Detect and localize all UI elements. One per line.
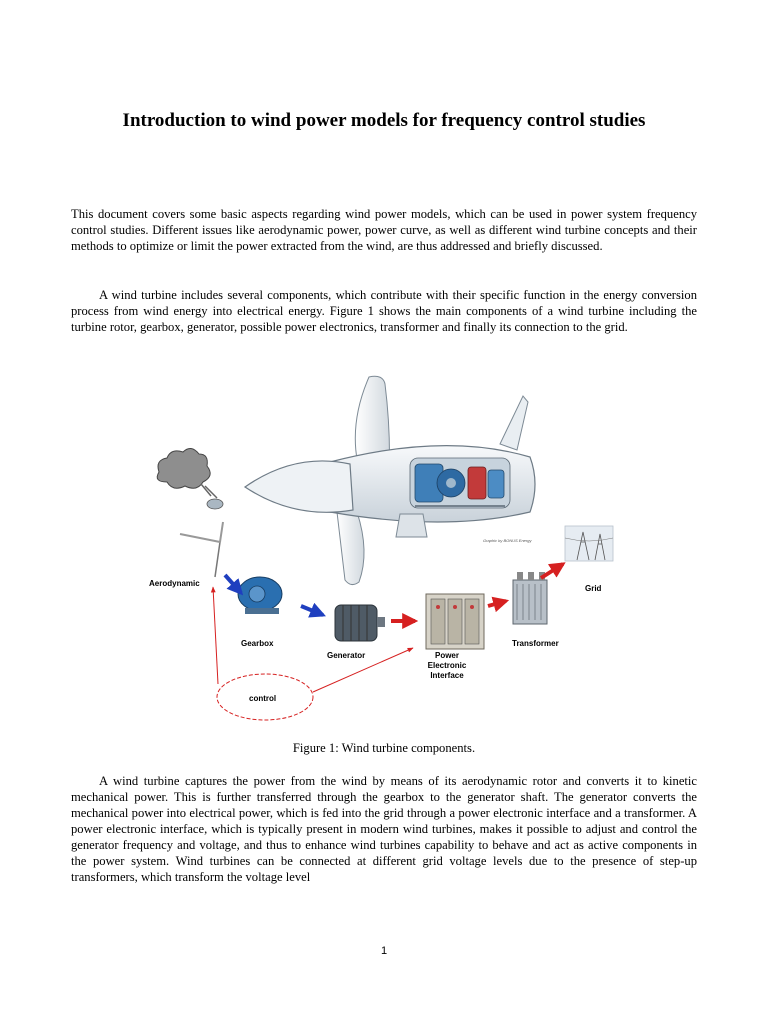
label-generator: Generator [327, 651, 366, 660]
transformer-icon [513, 572, 547, 624]
power-electronic-cabinet-icon [426, 594, 484, 649]
arrow-aero-to-gearbox [225, 575, 241, 593]
label-transformer: Transformer [512, 639, 559, 648]
label-grid: Grid [585, 584, 602, 593]
figure-credit: Graphic by BONUS Energy [483, 538, 532, 543]
label-power-line2: Electronic [427, 661, 467, 670]
small-turbine-icon [180, 522, 223, 577]
wind-turbine-figure [145, 372, 625, 727]
arrow-gearbox-to-generator [301, 606, 323, 615]
label-aerodynamic: Aerodynamic [149, 579, 200, 588]
grid-pylon-icon [565, 526, 613, 561]
paragraph-components: A wind turbine includes several components, which contribute with their specific function in the energy conversion process from wind energy into electrical energy. Figure 1 shows the main components of a wind turbine including the turbine rotor, gearbox, generator, possible power electronics, transformer and finally its connection to the grid. [71, 288, 697, 334]
paragraph-intro: This document covers some basic aspects regarding wind power models, which can be used in power system frequency control studies. Different issues like aerodynamic power, power curve, as well as different wind turbine concepts and their methods to optimize or limit the power extracted from the wind, are thus addressed and briefly discussed. [71, 207, 697, 253]
label-gearbox: Gearbox [241, 639, 274, 648]
page-number: 1 [380, 945, 388, 957]
label-power-line1: Power [434, 651, 460, 660]
generator-icon [335, 605, 385, 641]
label-power-line3: Interface [430, 671, 464, 680]
paragraph-operation: A wind turbine captures the power from the wind by means of its aerodynamic rotor and converts it to kinetic mechanical power. This is further transferred through the gearbox to the generator shaft. The generator converts the mechanical power into electrical power, which is fed into the grid through a power electronic interface and a transformer. A power electronic interface, which is typically present in modern wind turbines, makes it possible to adjust and control the generator frequency and voltage, and thus to enhance wind turbines capability to behave and act as active components in the power system. Wind turbines can be connected at different grid voltage levels due to the presence of step-up transformers, which transform the voltage level [71, 774, 697, 884]
wind-cloud-icon [157, 448, 223, 509]
figure-caption: Figure 1: Wind turbine components. [292, 741, 476, 755]
arrow-power-to-transformer [488, 601, 506, 606]
label-control: control [249, 694, 277, 703]
turbine-illustration [245, 376, 535, 584]
gearbox-icon [238, 577, 282, 614]
arrow-transformer-to-grid [541, 564, 563, 578]
document-title: Introduction to wind power models for frequency control studies [122, 110, 646, 131]
control-line-to-aero [213, 587, 218, 684]
